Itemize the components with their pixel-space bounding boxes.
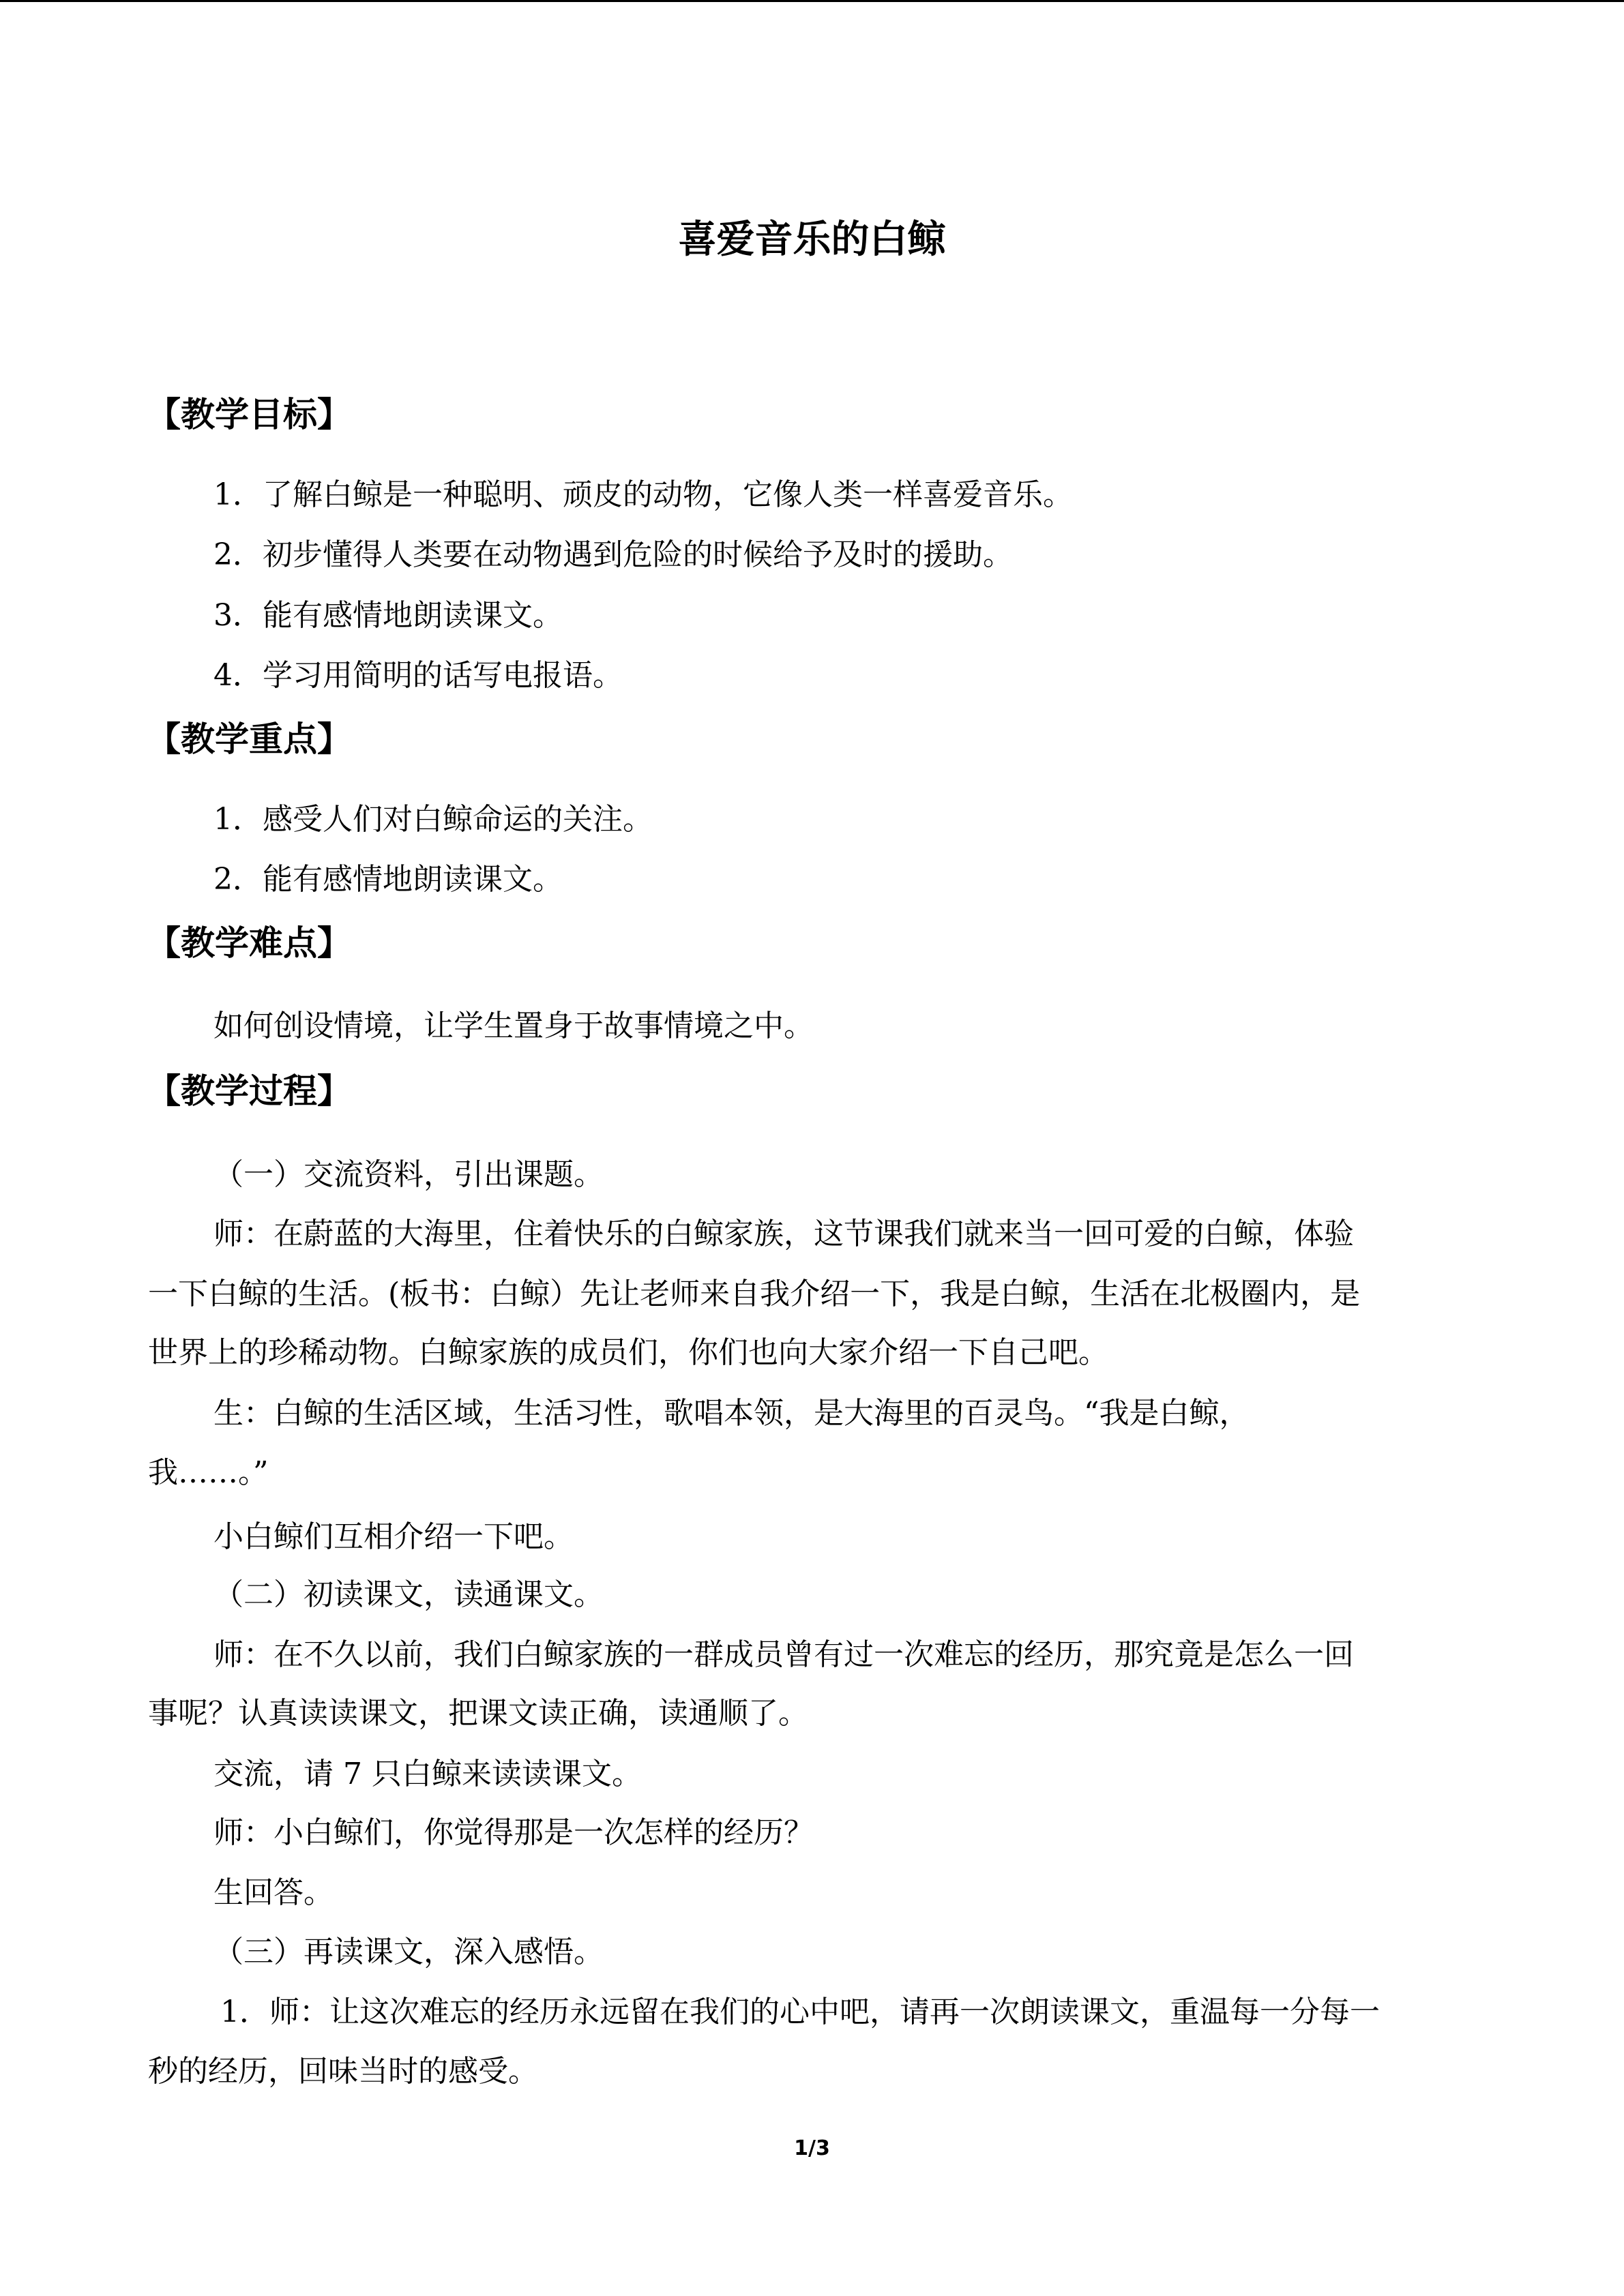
process-line: 事呢？认真读读课文，把课文读正确，读通顺了。: [148, 1696, 808, 1731]
goal-item-text: 学习用简明的话写电报语。: [263, 658, 623, 693]
goal-item-text: 了解白鲸是一种聪明、顽皮的动物，它像人类一样喜爱音乐。: [263, 477, 1073, 512]
goal-item-text: 初步懂得人类要在动物遇到危险的时候给予及时的援助。: [263, 537, 1013, 572]
process-line: 世界上的珍稀动物。白鲸家族的成员们，你们也向大家介绍一下自己吧。: [148, 1335, 1108, 1370]
process-line: （二）初读课文，读通课文。: [213, 1577, 604, 1612]
process-line: 交流，请 7 只白鲸来读读课文。: [213, 1757, 642, 1791]
process-line: 1．师：让这次难忘的经历永远留在我们的心中吧，请再一次朗读课文，重温每一分每一: [220, 1995, 1380, 2029]
process-line: 小白鲸们互相介绍一下吧。: [213, 1519, 574, 1554]
goal-item-number: 4．: [213, 658, 263, 693]
process-line: （一）交流资料，引出课题。: [213, 1157, 604, 1192]
key-point-item: [213, 794, 653, 846]
process-line: 秒的经历，回味当时的感受。: [148, 2054, 538, 2089]
goal-item: [213, 469, 1073, 521]
goal-item-number: 1．: [213, 477, 263, 512]
key-point-number: 2．: [213, 862, 263, 897]
process-line: 一下白鲸的生活。(板书：白鲸）先让老师来自我介绍一下，我是白鲸，生活在北极圈内，是: [148, 1277, 1361, 1311]
section-heading-process: 【教学过程】: [147, 1071, 351, 1111]
section-heading-goals: 【教学目标】: [147, 395, 351, 434]
top-border-line: [0, 0, 1624, 2]
process-line: 我……。”: [148, 1455, 269, 1490]
goal-item-number: 3．: [213, 598, 263, 633]
process-line: 师：在蔚蓝的大海里，住着快乐的白鲸家族，这节课我们就来当一回可爱的白鲸，体验: [213, 1217, 1354, 1251]
process-line: 师：在不久以前，我们白鲸家族的一群成员曾有过一次难忘的经历，那究竟是怎么一回: [213, 1637, 1354, 1672]
document-title: 喜爱音乐的白鲸: [678, 218, 946, 262]
key-point-text: 能有感情地朗读课文。: [263, 862, 563, 897]
section-heading-key-points: 【教学重点】: [147, 719, 351, 759]
goal-item-number: 2．: [213, 537, 263, 572]
goal-item: [213, 650, 623, 702]
process-line: 生：白鲸的生活区域，生活习性，歌唱本领，是大海里的百灵鸟。“我是白鲸，: [213, 1396, 1250, 1431]
difficulty-text: 如何创设情境，让学生置身于故事情境之中。: [213, 1009, 814, 1043]
key-point-text: 感受人们对白鲸命运的关注。: [263, 802, 653, 837]
process-line: 师：小白鲸们，你觉得那是一次怎样的经历？: [213, 1815, 814, 1850]
process-line: 生回答。: [213, 1875, 334, 1910]
goal-item: [213, 590, 563, 642]
goal-item: [213, 529, 1013, 581]
key-point-number: 1．: [213, 802, 263, 837]
section-heading-difficulties: 【教学难点】: [147, 923, 351, 963]
goal-item-text: 能有感情地朗读课文。: [263, 598, 563, 633]
page-number: 1/3: [794, 2136, 830, 2160]
key-point-item: [213, 854, 563, 906]
process-line: （三）再读课文，深入感悟。: [213, 1935, 604, 1969]
